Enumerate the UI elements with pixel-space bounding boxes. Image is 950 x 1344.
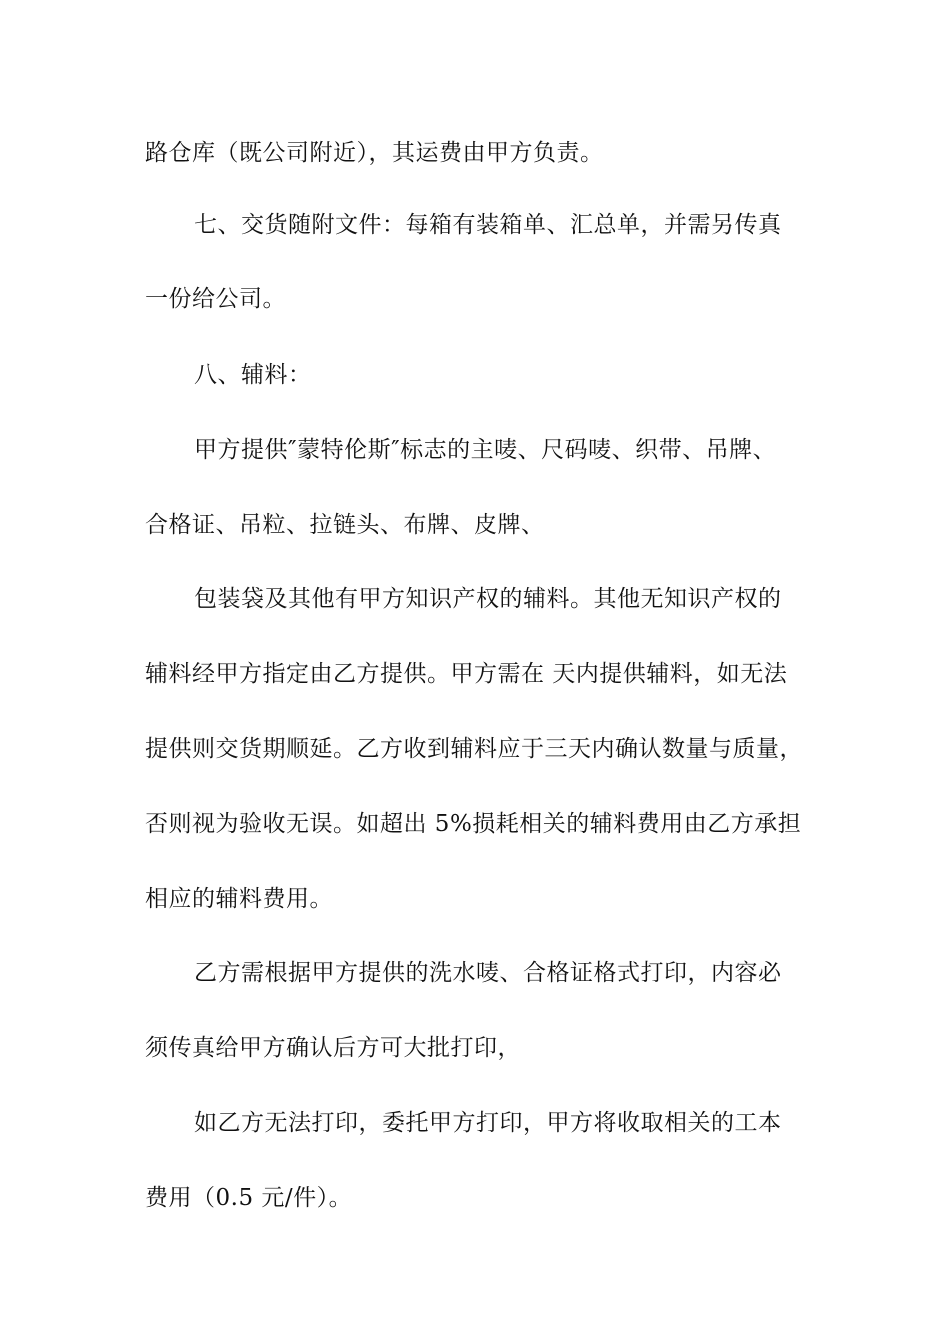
- text-line-5: 甲方提供″蒙特伦斯″标志的主唛、尺码唛、织带、吊牌、: [194, 437, 777, 463]
- text-line-9: 提供则交货期顺延。乙方收到辅料应于三天内确认数量与质量，: [145, 736, 803, 762]
- text-line-7: 包装袋及其他有甲方知识产权的辅料。其他无知识产权的: [194, 586, 782, 612]
- text-line-3: 一份给公司。: [145, 286, 286, 312]
- text-line-11: 相应的辅料费用。: [145, 886, 333, 912]
- section-heading-auxiliary: 八、辅料：: [194, 362, 312, 388]
- text-line-6: 合格证、吊粒、拉链头、布牌、皮牌、: [145, 512, 545, 538]
- text-line-2: 七、交货随附文件：每箱有装箱单、汇总单，并需另传真: [194, 212, 782, 238]
- text-line-1: 路仓库（既公司附近），其运费由甲方负责。: [145, 140, 604, 166]
- text-line-8: 辅料经甲方指定由乙方提供。甲方需在 天内提供辅料，如无法: [145, 661, 788, 687]
- text-line-10: 否则视为验收无误。如超出 5%损耗相关的辅料费用由乙方承担: [145, 811, 802, 837]
- text-line-12: 乙方需根据甲方提供的洗水唛、合格证格式打印，内容必: [194, 960, 782, 986]
- text-line-15: 费用（0.5 元/件）。: [145, 1185, 353, 1211]
- text-line-14: 如乙方无法打印，委托甲方打印，甲方将收取相关的工本: [194, 1110, 782, 1136]
- text-line-13: 须传真给甲方确认后方可大批打印，: [145, 1035, 521, 1061]
